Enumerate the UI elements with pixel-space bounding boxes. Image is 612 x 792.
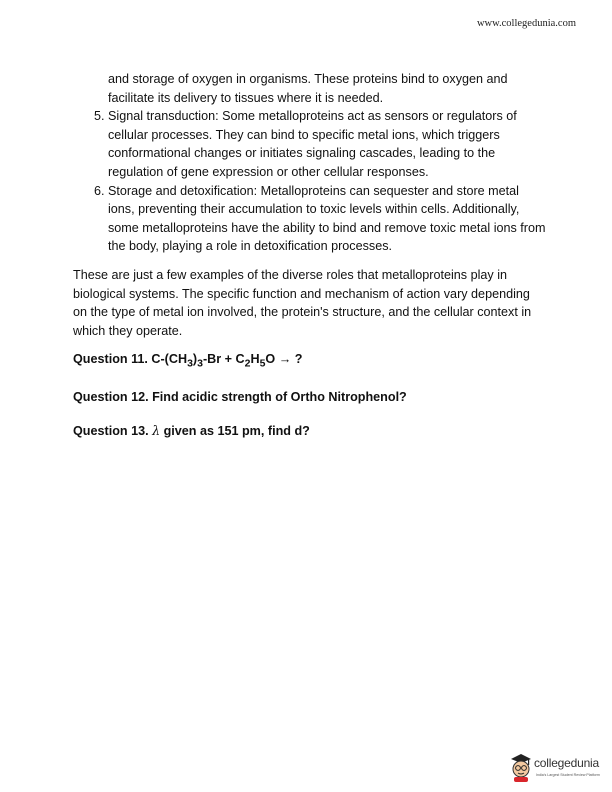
list-item: 5. Signal transduction: Some metalloproteins act as sensors or regulators of cellular processes. They can bind to specific metal ions, which triggers conformational changes or initiates signaling cascades, leading to the regulation of gene expression or other cellular responses. xyxy=(108,107,547,181)
question-label: Question 11. xyxy=(73,352,148,367)
logo-tagline: India's Largest Student Review Platform xyxy=(536,773,600,777)
summary-paragraph: These are just a few examples of the diverse roles that metalloproteins play in biological systems. The specific function and mechanism of action vary depending on the type of metal ion involved, the protein's structure, and the cellular context in which they operate. xyxy=(73,267,532,338)
roles-list xyxy=(73,107,547,256)
question-label: Question 13. xyxy=(73,424,149,439)
student-mascot-icon xyxy=(508,752,534,782)
continuation-paragraph: and storage of oxygen in organisms. These proteins bind to oxygen and facilitate its delivery to tissues where it is needed. xyxy=(108,72,508,105)
question-12: Question 12. Find acidic strength of Ortho Nitrophenol? xyxy=(73,390,407,405)
question-13: Question 13. λ given as 151 pm, find d? xyxy=(73,423,310,439)
logo-wordmark: collegedunia xyxy=(534,756,599,770)
page-content xyxy=(73,70,547,441)
collegedunia-logo[interactable] xyxy=(508,752,608,788)
question-11: Question 11. $C-(CH_3)_3-Br + C_2H_5O$ → ? xyxy=(73,352,303,370)
header-url[interactable]: www.collegedunia.com xyxy=(476,18,576,29)
question-label: Question 12. xyxy=(73,390,149,405)
lambda-symbol: λ xyxy=(152,423,161,439)
list-item: 6. Storage and detoxification: Metalloproteins can sequester and store metal ions, preventing their accumulation to toxic levels within cells. Additionally, some metalloproteins have the ability to bind and remove toxic metal ions from the body, playing a role in detoxification processes. xyxy=(108,182,547,256)
